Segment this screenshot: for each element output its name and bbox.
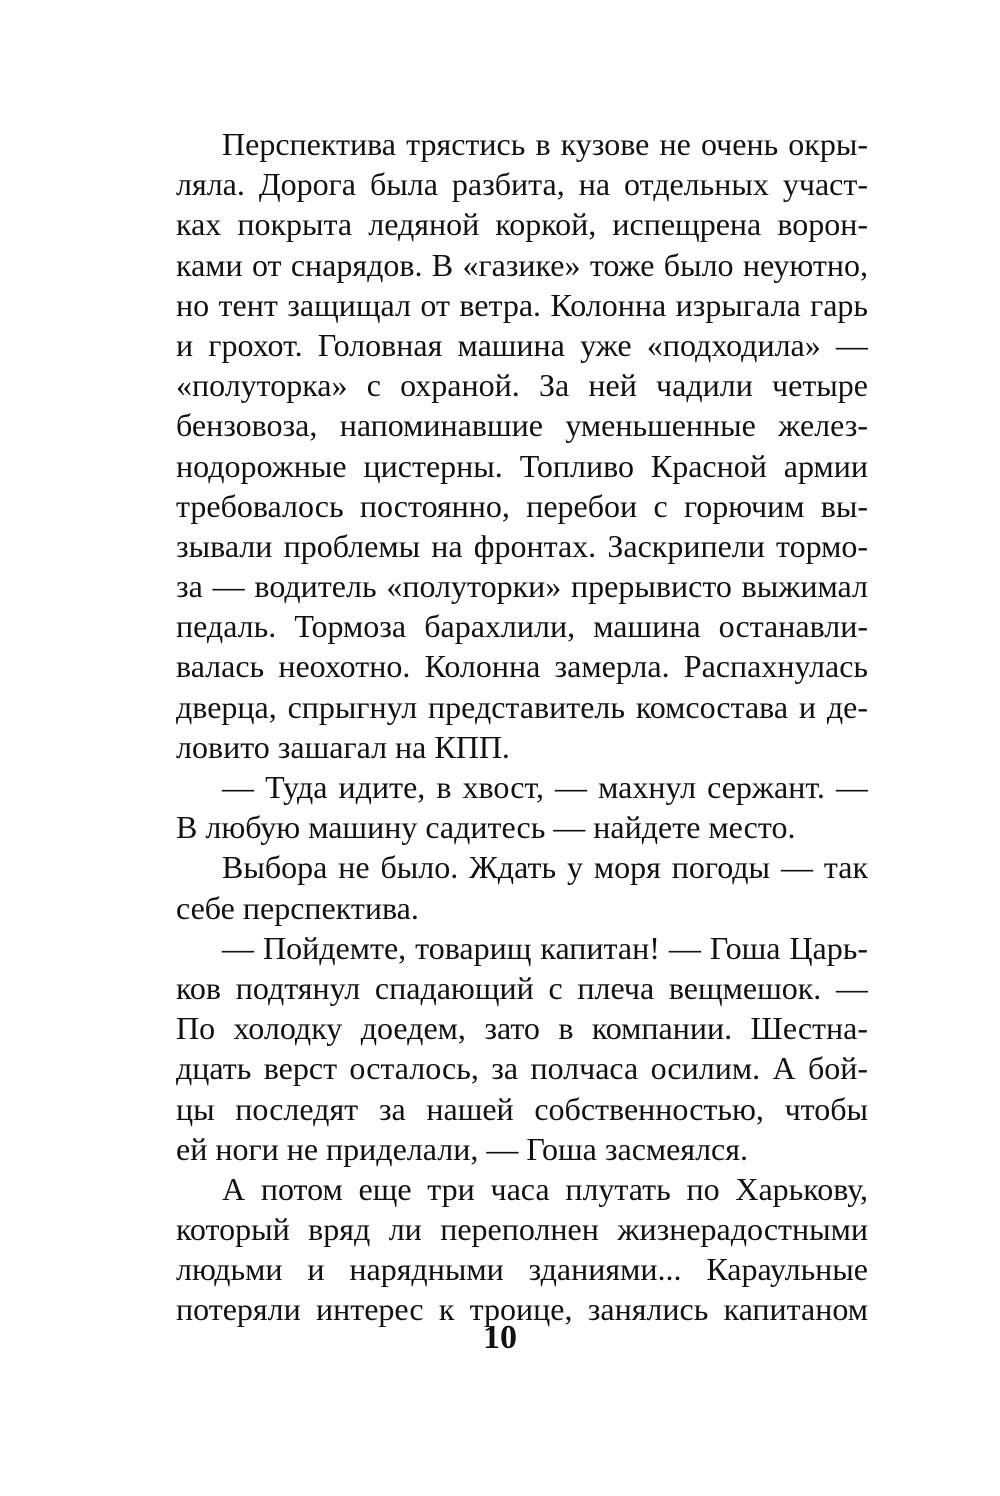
- page-number: 10: [483, 1319, 517, 1356]
- text-line: валась неохотно. Колонна замерла. Распахнулась: [176, 648, 868, 685]
- text-line: но тент защищал от ветра. Колонна изрыгала гарь: [176, 286, 868, 323]
- text-line: дцать верст осталось, за полчаса осилим. А бой-: [176, 1050, 868, 1087]
- text-line: ков подтянул спадающий с плеча вещмешок. —: [176, 969, 868, 1006]
- text-line: Перспектива трястись в кузове не очень окры-: [222, 126, 868, 162]
- text-line: А потом еще три часа плутать по Харькову,: [222, 1170, 868, 1207]
- text-line: нодорожные цистерны. Топливо Красной армии: [176, 447, 868, 484]
- text-line: педаль. Тормоза барахлили, машина останавли-: [176, 608, 868, 645]
- text-line: «полуторка» с охраной. За ней чадили четыре: [176, 367, 868, 404]
- paragraph-3: [176, 847, 868, 927]
- text-line: ляла. Дорога была разбита, на отдельных участ-: [176, 166, 868, 203]
- text-line: — Туда идите, в хвост, — махнул сержант. —: [222, 769, 868, 805]
- paragraph-2: [176, 767, 868, 847]
- text-line: людьми и нарядными зданиями... Караульные: [176, 1251, 868, 1288]
- text-line: бензовоза, напоминавшие уменьшенные желез-: [176, 407, 868, 444]
- text-line: По холодку доедем, зато в компании. Шестна-: [176, 1010, 868, 1047]
- text-line: ей ноги не приделали, — Гоша засмеялся.: [176, 1130, 748, 1167]
- text-line: Выбора не было. Ждать у моря погоды — так: [222, 849, 868, 886]
- text-line: В любую машину садитесь — найдете место.: [176, 809, 796, 846]
- text-line: ловито зашагал на КПП.: [176, 728, 510, 765]
- text-line: ках покрыта ледяной коркой, испещрена ворон-: [176, 206, 868, 243]
- paragraph-5: [176, 1169, 868, 1330]
- text-line: — Пойдемте, товарищ капитан! — Гоша Царь-: [222, 929, 868, 966]
- text-line: дверца, спрыгнул представитель комсостава и де-: [176, 688, 868, 725]
- body-text: [176, 124, 868, 1330]
- text-line: ками от снарядов. В «газике» тоже было неуютно,: [176, 246, 868, 283]
- text-line: цы последят за нашей собственностью, чтобы: [176, 1090, 868, 1127]
- text-line: и грохот. Головная машина уже «подходила» —: [176, 326, 868, 363]
- text-line: который вряд ли переполнен жизнерадостными: [176, 1211, 868, 1248]
- text-line: требовалось постоянно, перебои с горючим вы-: [176, 487, 868, 524]
- paragraph-1: [176, 124, 868, 767]
- text-line: зывали проблемы на фронтах. Заскрипели тормо-: [176, 527, 868, 564]
- paragraph-4: [176, 928, 868, 1169]
- text-line: себе перспектива.: [176, 889, 419, 926]
- text-line: за — водитель «полуторки» прерывисто выжимал: [176, 568, 868, 605]
- text-line: потеряли интерес к троице, занялись капитаном: [176, 1291, 868, 1328]
